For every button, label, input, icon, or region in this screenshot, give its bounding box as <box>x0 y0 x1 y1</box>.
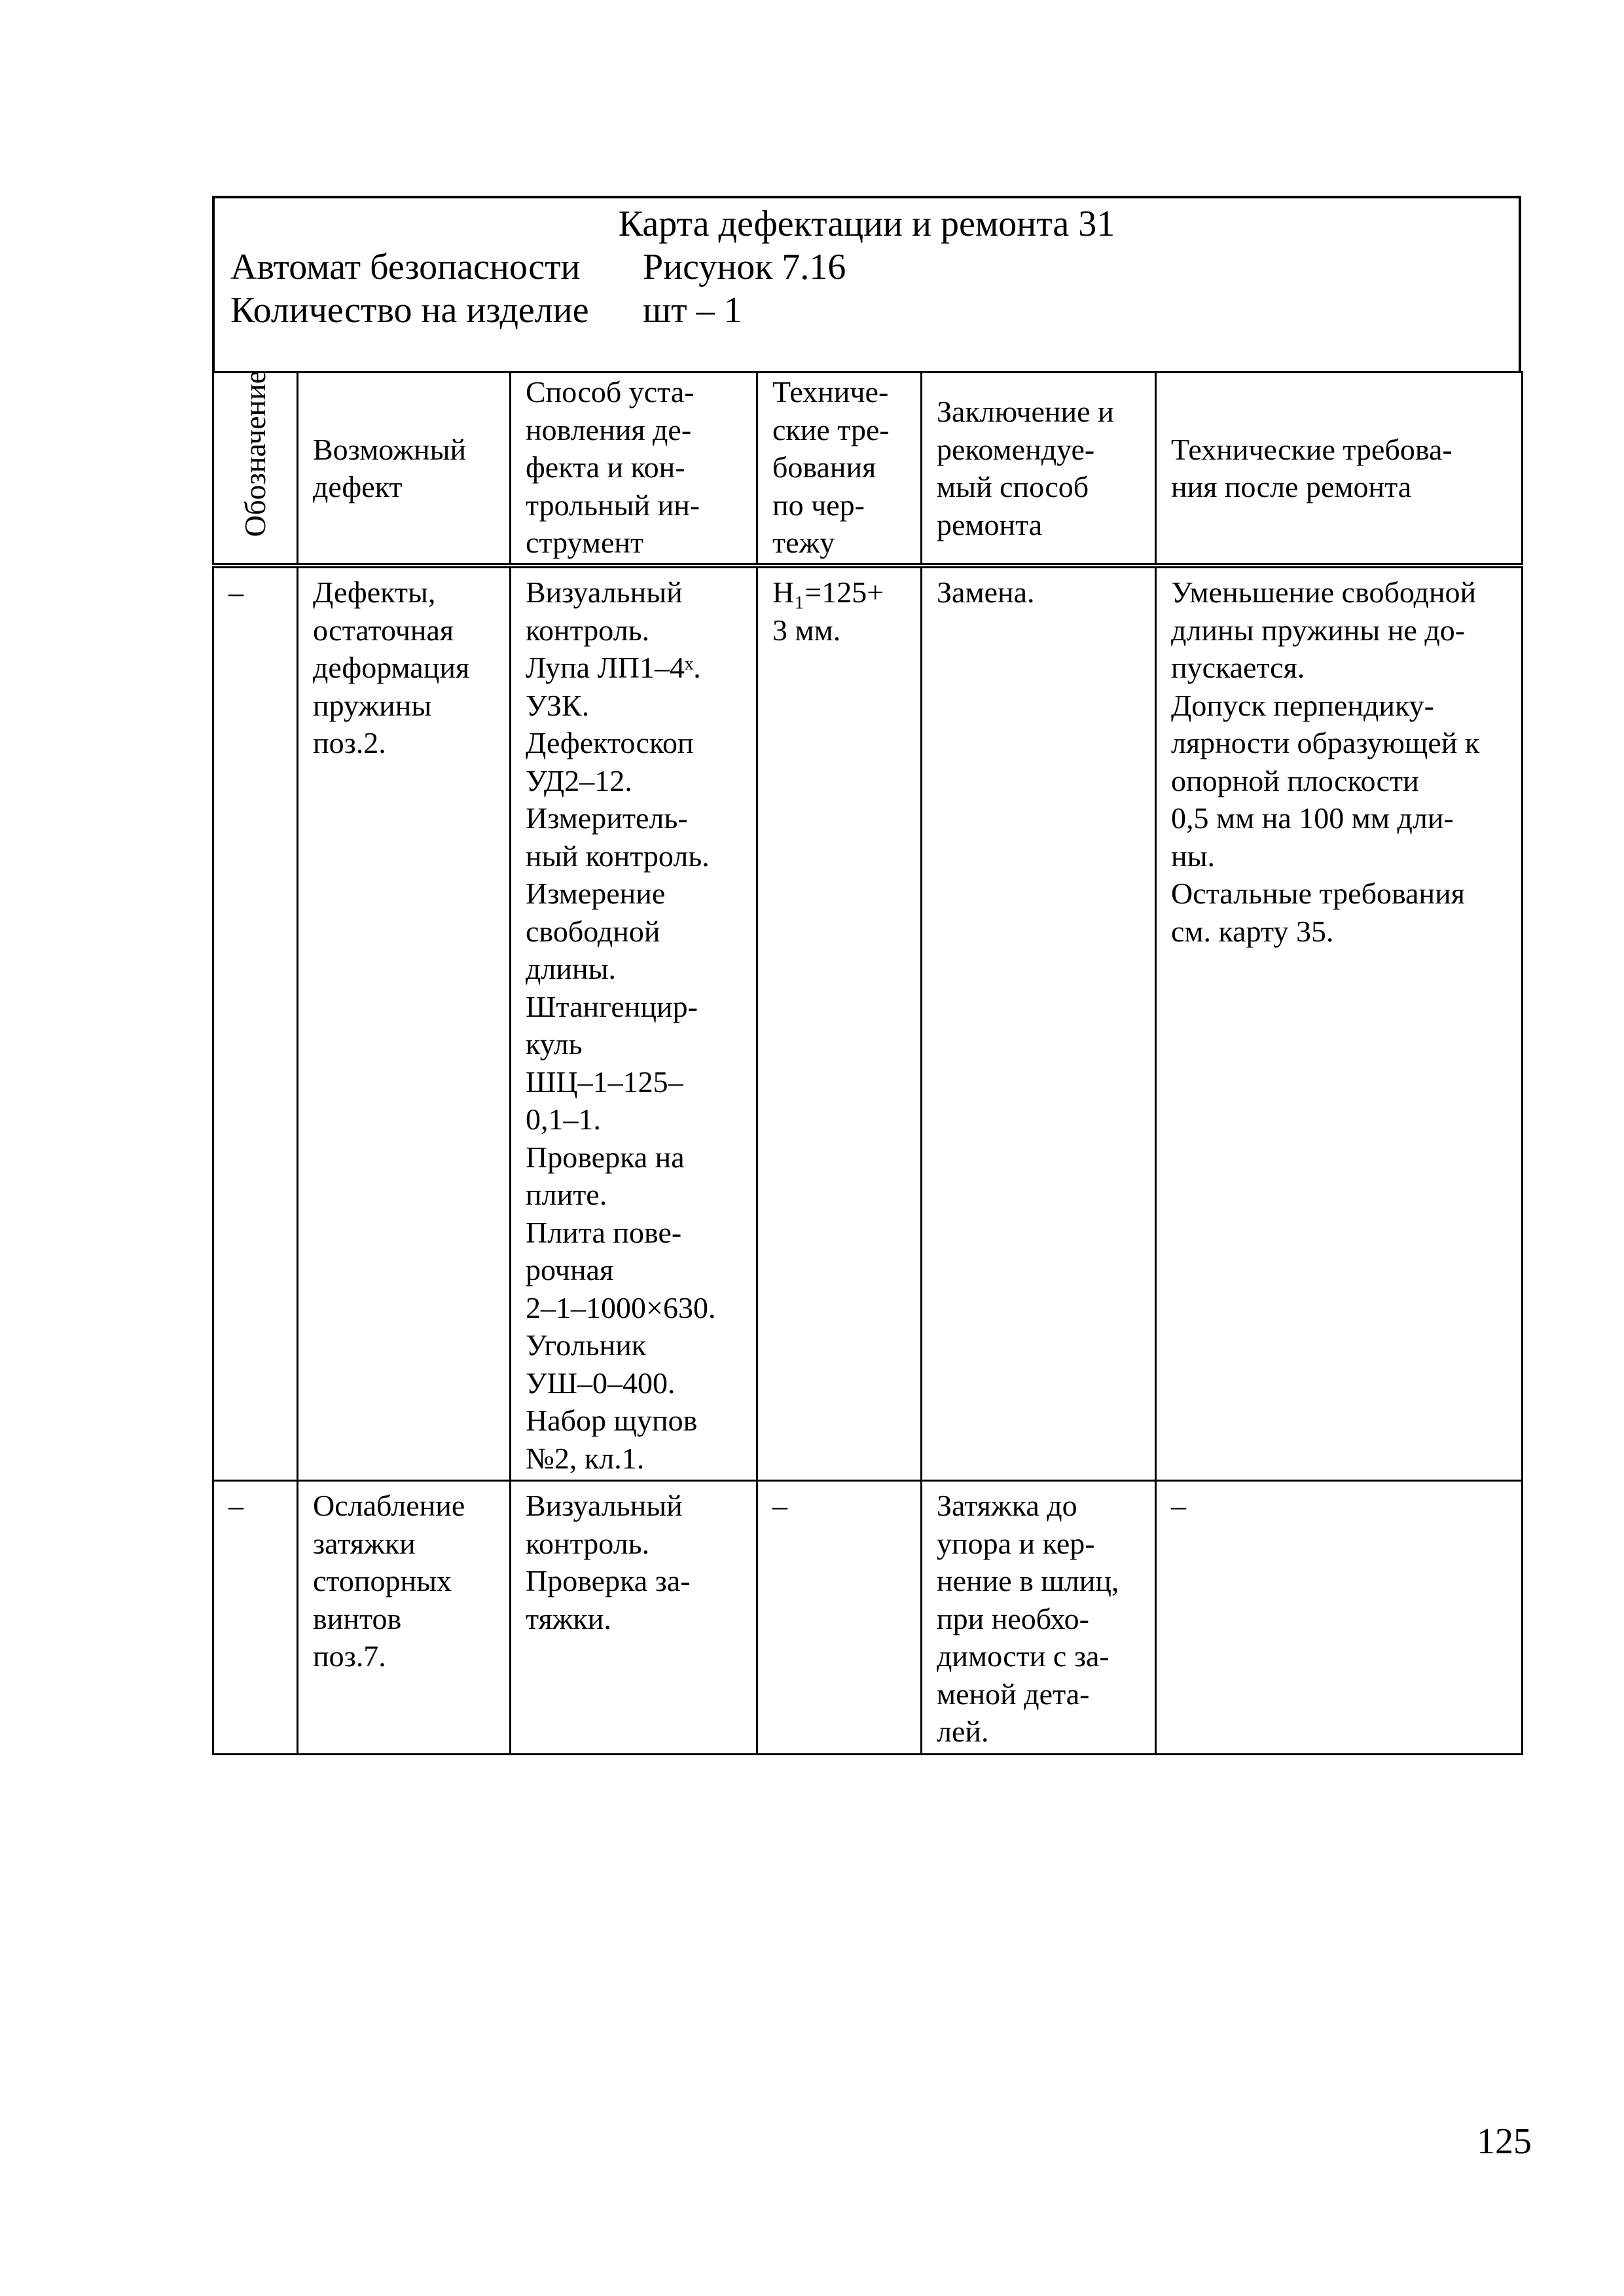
cell-method: Визуальный контроль. Лупа ЛП1–4ˣ. УЗК. Дефектоскоп УД2–12. Измеритель- ный контроль. Измерение свободной длины. Штангенцир- куль ШЦ–1–125– 0,1–1. Проверка на плите. Плита пове- рочная 2–1–1000×630. Угольник УШ–0–400. Набор щупов №2, кл.1. <box>511 566 757 1481</box>
cell-defect: Дефекты, остаточная деформация пружины поз.2. <box>298 566 511 1481</box>
cell-conclusion: Затяжка до упора и кер- нение в шлиц, при необхо- димости с за- меной дета- лей. <box>922 1481 1156 1755</box>
cell-defect: Ослабление затяжки стопорных винтов поз.7. <box>298 1481 511 1755</box>
quantity-value: шт – 1 <box>643 290 742 331</box>
cell-conclusion: Замена. <box>922 566 1156 1481</box>
part-name: Автомат безопасности <box>230 247 581 287</box>
figure-ref: Рисунок 7.16 <box>643 247 846 287</box>
page-number: 125 <box>1477 2121 1532 2162</box>
cell-designation: – <box>213 566 298 1481</box>
cell-designation: – <box>213 1481 298 1755</box>
part-line <box>230 246 846 289</box>
cell-drawing-req: H₁=125+ 3 мм. <box>757 566 922 1481</box>
card-title: Карта дефектации и ремонта 31 <box>618 204 1115 244</box>
header-conclusion: Заключение и рекомендуе- мый способ ремонта <box>922 373 1156 566</box>
header-designation: Обозначение <box>213 373 298 566</box>
cell-method: Визуальный контроль. Проверка за- тяжки. <box>511 1481 757 1755</box>
header-after-repair: Технические требова- ния после ремонта <box>1156 373 1523 566</box>
quantity-line <box>230 289 742 332</box>
quantity-label: Количество на изделие <box>230 290 589 331</box>
header-defect: Возможный дефект <box>298 373 511 566</box>
header-method: Способ уста- новления де- фекта и кон- трольный ин- струмент <box>511 373 757 566</box>
cell-after-repair: – <box>1156 1481 1523 1755</box>
table-row <box>213 1481 1523 1755</box>
defect-table <box>212 371 1523 1755</box>
header-drawing-req: Техниче- ские тре- бования по чер- тежу <box>757 373 922 566</box>
cell-drawing-req: – <box>757 1481 922 1755</box>
card-header <box>212 196 1521 371</box>
table-row <box>213 566 1523 1481</box>
table-header-row <box>213 373 1523 566</box>
cell-after-repair: Уменьшение свободной длины пружины не до- пускается. Допуск перпендику- лярности образующей к опорной плоскости 0,5 мм на 100 мм дли- ны. Остальные требования см. карту 35. <box>1156 566 1523 1481</box>
